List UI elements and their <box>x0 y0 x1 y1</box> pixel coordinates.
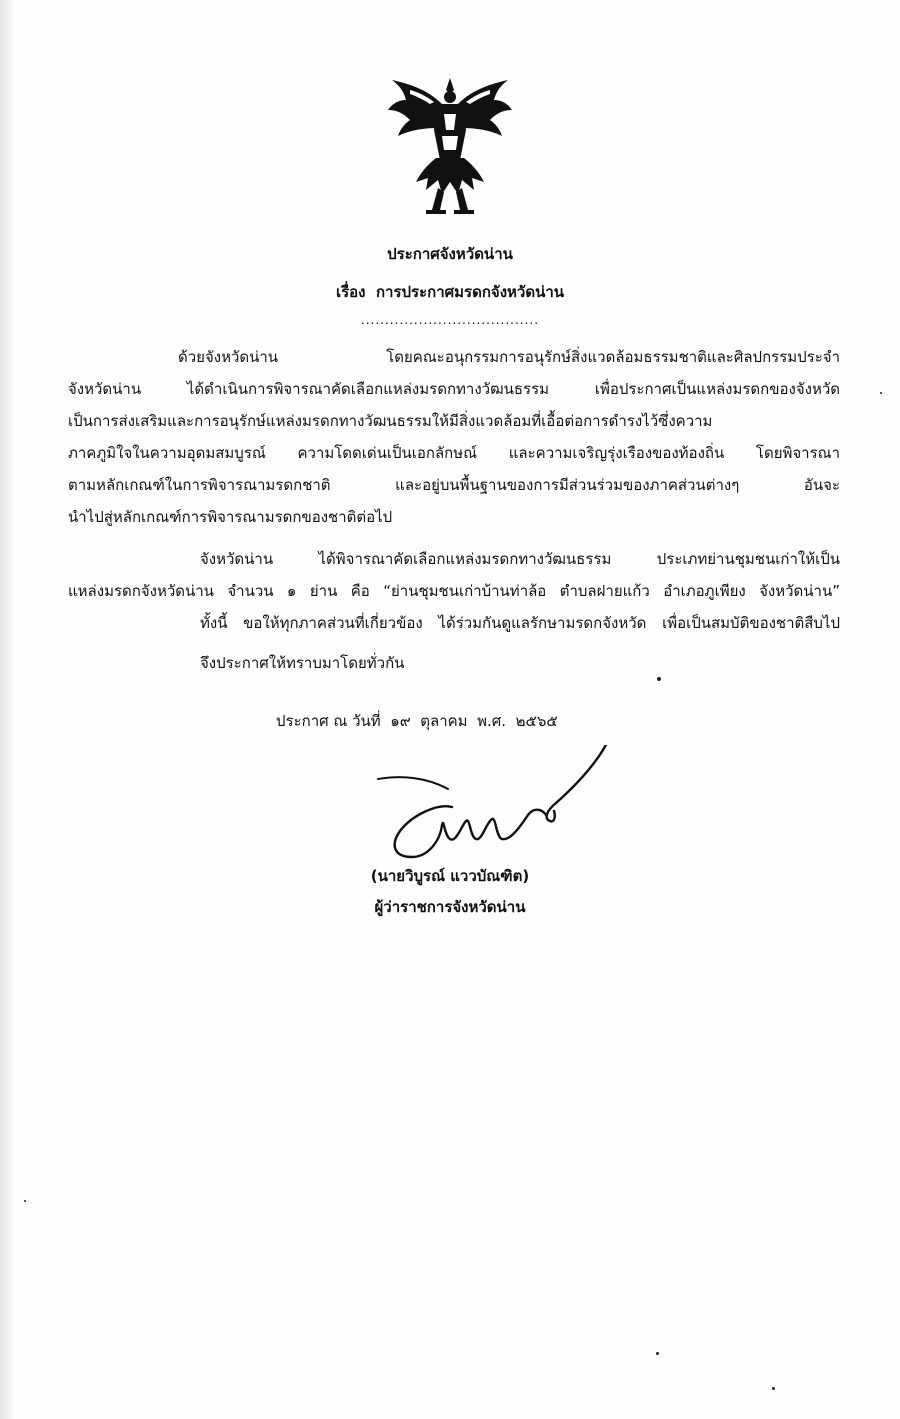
announcement-title: ประกาศจังหวัดน่าน <box>387 245 513 263</box>
scan-speck <box>772 1387 775 1390</box>
paragraph1-line6: นำไปสู่หลักเกณฑ์การพิจารณามรดกของชาติต่อไป <box>68 508 393 526</box>
paragraph2-line2: แหล่งมรดกจังหวัดน่าน จำนวน ๑ ย่าน คือ “ย่านชุมชนเก่าบ้านท่าล้อ ตำบลฝายแก้ว อำเภอภูเพียง จังหวัดน่าน” <box>68 582 840 600</box>
subject-text: การประกาศมรดกจังหวัดน่าน <box>375 283 565 301</box>
dateline <box>276 711 558 731</box>
dateline-month: ตุลาคม <box>420 712 468 730</box>
scan-edge-shadow <box>0 0 14 1419</box>
dateline-day: ๑๙ <box>390 712 411 730</box>
scan-speck <box>657 677 661 681</box>
subject-label: เรื่อง <box>335 283 366 301</box>
paragraph1-line3: เป็นการส่งเสริมและการอนุรักษ์แหล่งมรดกทางวัฒนธรรมให้มีสิ่งแวดล้อมที่เอื้อต่อการดำรงไว้ซึ่งความ <box>68 412 713 430</box>
scan-speck <box>656 1352 659 1355</box>
paragraph2-line1: จังหวัดน่าน ได้พิจารณาคัดเลือกแหล่งมรดกทางวัฒนธรรม ประเภทย่านชุมชนเก่าให้เป็น <box>200 550 840 568</box>
dateline-era: พ.ศ. <box>477 712 507 730</box>
scan-speck <box>880 392 882 394</box>
paragraph4: จึงประกาศให้ทราบมาโดยทั่วกัน <box>200 654 405 672</box>
paragraph1-line1: ด้วยจังหวัดน่าน โดยคณะอนุกรรมการอนุรักษ์สิ่งแวดล้อมธรรมชาติและศิลปกรรมประจำ <box>178 348 840 366</box>
handwritten-signature <box>360 745 640 870</box>
paragraph1-line2: จังหวัดน่าน ได้ดำเนินการพิจารณาคัดเลือกแหล่งมรดกทางวัฒนธรรม เพื่อประกาศเป็นแหล่งมรดกของจังหวัด <box>68 380 840 398</box>
signatory-position: ผู้ว่าราชการจังหวัดน่าน <box>374 898 526 916</box>
paragraph3: ทั้งนี้ ขอให้ทุกภาคส่วนที่เกี่ยวข้อง ได้ร่วมกันดูแลรักษามรดกจังหวัด เพื่อเป็นสมบัติของชาติสืบไป <box>200 614 840 632</box>
paragraph1-line4: ภาคภูมิใจในความอุดมสมบูรณ์ ความโดดเด่นเป็นเอกลักษณ์ และความเจริญรุ่งเรืองของท้องถิ่น โดยพิจารณา <box>68 444 840 462</box>
announcement-subject <box>0 282 900 302</box>
paragraph1-line5: ตามหลักเกณฑ์ในการพิจารณามรดกชาติ และอยู่บนพื้นฐานของการมีส่วนร่วมของภาคส่วนต่างๆ อันจะ <box>68 476 840 494</box>
scan-speck <box>24 1200 26 1202</box>
title-separator: ..................................... <box>360 313 540 327</box>
dateline-prefix: ประกาศ ณ วันที่ <box>276 712 381 730</box>
dateline-year: ๒๕๖๕ <box>515 712 558 730</box>
signatory-name: (นายวิบูรณ์ แววบัณฑิต) <box>370 867 530 885</box>
garuda-emblem-icon <box>380 70 520 220</box>
